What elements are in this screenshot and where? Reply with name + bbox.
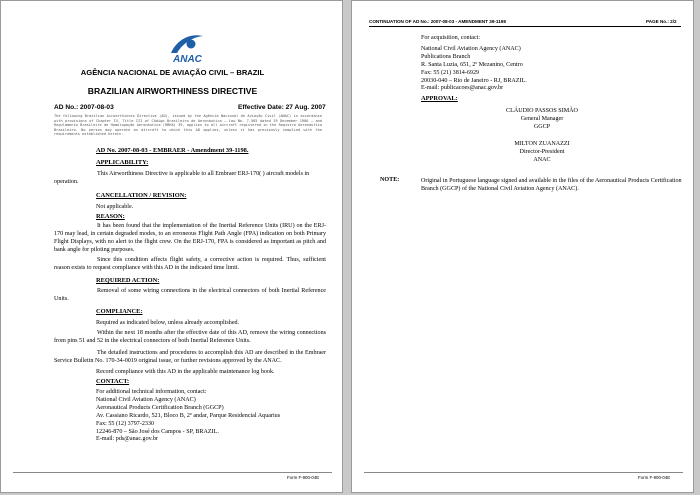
header-rule [369, 26, 681, 27]
signatory-title: General Manager [520, 115, 564, 122]
reason-text-1: It has been found that the implementation of the Inertial Reference Units (IRU) on the ERJ-170 may lead, in certain degraded modes, to an erroneous Flight Path Angle (FPA) indication on both Primary Flight Displays, with no alert to the flight crew. On the ERJ-170, FPA is considered as important as pitch and bank angle for piloting purposes. [54, 223, 326, 254]
cancellation-text: Not applicable. [96, 204, 134, 210]
acquisition-line: 20030-040 – Rio de Janeiro - RJ, BRAZIL. [421, 77, 527, 84]
acquisition-line: Fax: 55 (21) 3814-6929 [421, 69, 480, 76]
document-page-2 [351, 0, 694, 493]
applicability-text: This Airworthiness Directive is applicable to all Embraer ERJ-170( ) aircraft models in operation. [54, 171, 310, 186]
ad-number: AD No.: 2007-08-03 [54, 104, 114, 111]
reason-heading: REASON: [96, 213, 125, 220]
note-label: NOTE: [380, 177, 400, 183]
document-page-1 [0, 0, 343, 493]
contact-line: For additional technical information, contact: [96, 389, 207, 395]
signatory-name: CLÁUDIO PASSOS SIMÃO [506, 108, 578, 114]
compliance-text-3: The detailed instructions and procedures to accomplish this AD are described in the Embraer Service Bulletin No. 170-34-0019 original issue, or further revisions approved by the ANAC. [54, 350, 326, 365]
footer-rule [13, 472, 332, 473]
contact-line: Fax: 55 (12) 3797-2330 [96, 420, 155, 427]
signatory-1 [452, 108, 632, 132]
acquisition-block [421, 35, 527, 93]
document-title: BRAZILIAN AIRWORTHINESS DIRECTIVE [87, 86, 258, 96]
contact-line: E-mail: pds@anac.gov.br [96, 436, 158, 443]
agency-name: AGÊNCIA NACIONAL DE AVIAÇÃO CIVIL – BRAZIL [80, 68, 265, 77]
anac-logo [167, 31, 207, 67]
page-number: PAGE No.: 2/2 [646, 19, 677, 24]
compliance-text-2: Within the next 18 months after the effective date of this AD, remove the wiring connections from pins 51 and 52 in the electrical connectors of both Inertial Reference Units. [54, 330, 326, 345]
acquisition-line: For acquisition, contact: [421, 35, 481, 41]
logo-text: ANAC [173, 54, 202, 65]
cancellation-heading: CANCELLATION / REVISION: [96, 192, 187, 199]
contact-block [96, 389, 280, 444]
signatory-2 [452, 141, 632, 165]
contact-line: 12246-870 – São José dos Campos - SP, BRAZIL. [96, 428, 219, 435]
compliance-text-4: Record compliance with this AD in the applicable maintenance log book. [96, 369, 275, 375]
acquisition-line: R. Santa Luzia, 651, 2º Mezanino, Centro [421, 61, 523, 68]
note-text: Original in Portuguese language signed and available in the files of the Aeronautical Products Certification Branch (GGCP) of the National Civil Aviation Agency (ANAC). [421, 178, 682, 193]
effective-date: Effective Date: 27 Aug. 2007 [238, 104, 326, 111]
required-action-text: Removal of some wiring connections in the electrical connectors of both Inertial Reference Units. [54, 288, 326, 303]
acquisition-line: E-mail: publicacoes@anac.gov.br [421, 85, 504, 92]
signatory-title: Director-President [519, 148, 565, 155]
reason-text-2: Since this condition affects flight safety, a corrective action is required. Thus, sufficient reason exists to request compliance with this AD in the indicated time limit. [54, 257, 326, 272]
compliance-text-1: Required as indicated below, unless already accomplished. [96, 320, 240, 326]
contact-line: Aeronautical Products Certification Branch (GGCP) [96, 404, 224, 411]
preamble: The following Brazilian Airworthiness Directive (AD), issued by the Agência Nacional de Aviação Civil (ANAC) in accordance with provisions of Chapter IV, Title III of Código Brasileiro de Aeronáutica – Law No. 7,565 dated 19 December 1986 – and Regulamento Brasileiro de Homologação Aeronáutica (RBHA) 39, applies to all aircraft registered in the Registro Aeronáutico Brasileiro. No person may operate an aircraft to which this AD applies, unless it has previously complied with the requirements established herein. [54, 114, 322, 136]
acquisition-line: National Civil Aviation Agency (ANAC) [421, 45, 521, 52]
contact-heading: CONTACT: [96, 378, 130, 385]
continuation-header: CONTINUATION OF AD No.: 2007-08-03 - AMENDMENT 39-1198 [369, 19, 506, 24]
acquisition-line: Publications Branch [421, 53, 471, 60]
signatory-org: GGCP [533, 123, 551, 130]
applicability-heading: APPLICABILITY: [96, 159, 149, 166]
contact-line: Av. Cassiano Ricardo, 521, Bloco B, 2º andar, Parque Residencial Aquarius [96, 412, 281, 419]
signatory-org: ANAC [533, 156, 551, 163]
required-action-heading: REQUIRED ACTION: [96, 277, 160, 284]
contact-line: National Civil Aviation Agency (ANAC) [96, 396, 196, 403]
approval-heading: APPROVAL: [421, 95, 458, 102]
form-number: Form F-900-04E [287, 475, 320, 480]
form-number: Form F-900-04E [638, 475, 671, 480]
signatory-name: MILTON ZUANAZZI [514, 141, 570, 147]
amendment-title: AD No. 2007-08-03 - EMBRAER - Amendment 39-1198. [96, 147, 249, 154]
compliance-heading: COMPLIANCE: [96, 308, 143, 315]
footer-rule [364, 472, 683, 473]
